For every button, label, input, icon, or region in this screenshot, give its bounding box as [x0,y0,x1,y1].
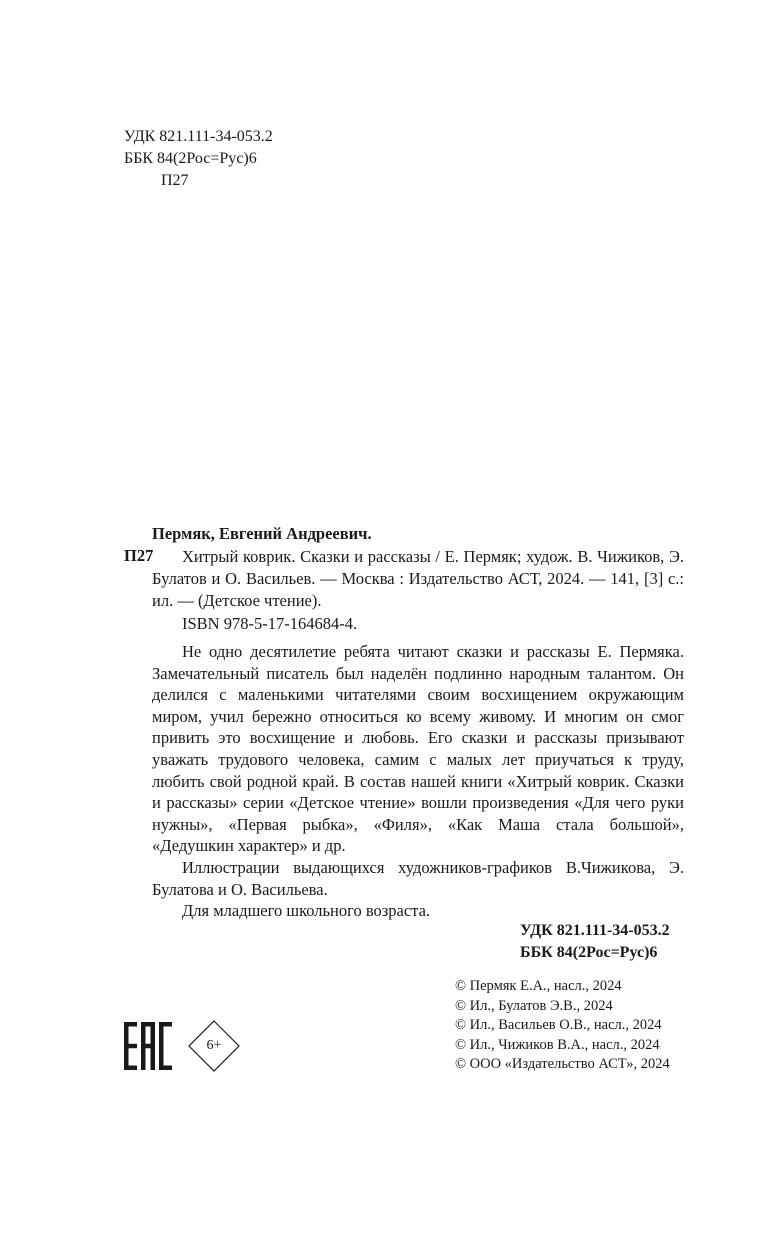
copyright-line: © Ил., Булатов Э.В., 2024 [455,997,613,1014]
copyright-line: © Пермяк Е.А., насл., 2024 [455,978,622,994]
age-rating: 6+ [206,1038,222,1053]
copyright-list [455,977,670,1075]
classification-bottom [520,920,670,964]
copyright-line: © Ил., Васильев О.В., насл., 2024 [455,1017,662,1034]
bibliographic-description: Хитрый коврик. Сказки и рассказы / Е. Пермяк; худож. В. Чижиков, Э. Булатов и О. Васильев. — Москва : Издательство АСТ, 2024. — 141, [3] с.: ил. — (Детское чтение). [152,547,684,610]
eac-logo-icon [124,1022,172,1070]
isbn: ISBN 978-5-17-164684-4. [182,614,358,633]
udk-code: УДК 821.111-34-053.2 [124,128,273,145]
copyright-line: © Ил., Чижиков В.А., насл., 2024 [455,1036,660,1053]
annotation-paragraph: Иллюстрации выдающихся художников-графиков В.Чижикова, Э. Булатова и О. Васильева. [152,857,684,899]
annotation-paragraph: Для младшего школьного возраста. [182,901,431,921]
udk-code: УДК 821.111-34-053.2 [520,922,670,939]
annotation-paragraph: Не одно десятилетие ребята читают сказки и рассказы Е. Пермяка. Замечательный писатель был наделён подлинно народным талантом. Он делился с маленькими читателями своим восхищением окружающим миром, учил бережно относиться ко всему живому. И многим он смог привить это восхищение и любовь. Его сказки и рассказы призывают уважать трудового человека, самим с малых лет приучаться к труду, любить свой родной край. В состав нашей книги «Хитрый коврик. Сказки и рассказы» серии «Детское чтение» вошли произведения «Для чего руки нужны», «Первая рыбка», «Филя», «Как Маша стала большой», «Дедушкин характер» и др. [152,642,684,856]
bbk-code: ББК 84(2Рос=Рус)6 [124,150,257,167]
copyright-line: © ООО «Издательство АСТ», 2024 [455,1056,670,1073]
author-mark: П27 [161,172,189,189]
biblio-author-mark: П27 [124,546,154,565]
bbk-code: ББК 84(2Рос=Рус)6 [520,944,658,961]
author-heading: Пермяк, Евгений Андреевич. [152,524,372,543]
classification-top [124,126,273,192]
annotation [152,641,684,922]
